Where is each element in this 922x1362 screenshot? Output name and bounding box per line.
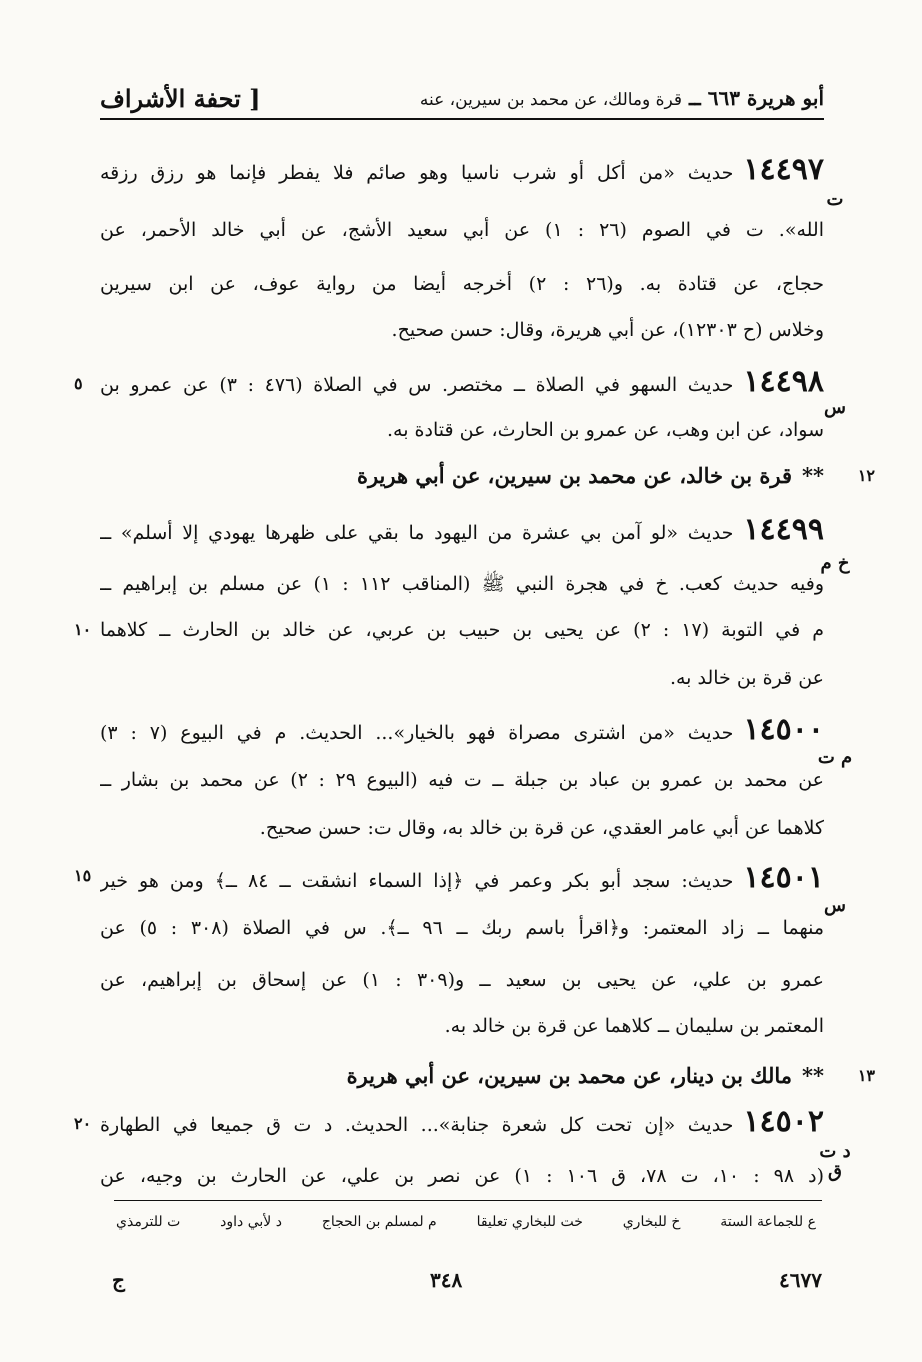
section-stars: ** — [802, 463, 824, 488]
line-number: ٢٠ — [74, 1114, 92, 1133]
page-number: ٣٤٨ — [430, 1268, 463, 1292]
entry-14497-line-1 — [100, 152, 824, 188]
entry-14499-line-3: م في التوبة (١٧ : ٢) عن يحيى بن حبيب بن عربي، عن خالد بن الحارث ــ كلاهما — [100, 619, 824, 641]
hadith-number: ١٤٥٠٢ — [743, 1104, 824, 1139]
hadith-number: ١٤٥٠٠ — [743, 712, 824, 747]
footnote-rule — [114, 1200, 822, 1201]
book-title: [ تحفة الأشراف — [100, 83, 261, 113]
abbreviation: ع للجماعة الستة — [720, 1214, 816, 1230]
abbreviation: د لأبي داود — [220, 1214, 282, 1230]
entry-14497-line-2: الله». ت في الصوم (٢٦ : ١) عن أبي سعيد الأشج، عن أبي خالد الأحمر، عن — [100, 219, 824, 241]
section-stars: ** — [802, 1063, 824, 1088]
entry-14499-line-4: عن قرة بن خالد به. — [669, 667, 824, 689]
line-number: ١٥ — [74, 866, 92, 885]
entry-14498-line-2: سواد، عن ابن وهب، عن عمرو بن الحارث، عن قتادة به. — [387, 419, 824, 441]
signature-mark: ج — [112, 1268, 125, 1292]
line-number: ١٠ — [74, 620, 92, 639]
entry-14501-line-4: المعتمر بن سليمان ــ كلاهما عن قرة بن خالد به. — [444, 1015, 824, 1037]
running-title-main: أبو هريرة ٦٦٣ ــ — [689, 86, 824, 110]
hadith-number: ١٤٥٠١ — [743, 860, 824, 895]
abbreviation: ت للترمذي — [116, 1214, 181, 1230]
section-number: ١٣ — [857, 1066, 875, 1085]
abbreviation: خ للبخاري — [622, 1214, 681, 1230]
entry-14497-line-3: حجاج، عن قتادة به. و(٢٦ : ٢) أخرجه أيضا من رواية عوف، عن ابن سيرين — [100, 273, 824, 295]
abbreviation-key — [112, 1214, 820, 1230]
entry-14500-line-3: كلاهما عن أبي عامر العقدي، عن قرة بن خالد به، وقال ت: حسن صحيح. — [259, 817, 824, 839]
entry-14500-line-2: عن محمد بن عمرو بن عباد بن جبلة ــ ت فيه (البيوع ٢٩ : ٢) عن محمد بن بشار ــ — [100, 769, 824, 791]
section-title: قرة بن خالد، عن محمد بن سيرين، عن أبي هريرة — [356, 463, 793, 488]
hadith-number: ١٤٤٩٩ — [743, 512, 824, 547]
abbreviation: م لمسلم بن الحجاج — [321, 1214, 437, 1230]
hadith-text: حديث «من أكل أو شرب ناسيا وهو صائم فلا يفطر فإنما هو رزق رزقه — [100, 162, 734, 184]
hadith-text: حديث: سجد أبو بكر وعمر في ﴿إذا السماء انشقت ــ ٨٤ ــ﴾ ومن هو خير — [100, 870, 734, 892]
entry-14499-line-1 — [100, 512, 824, 548]
entry-14502-line-1 — [100, 1104, 824, 1140]
hadith-number: ١٤٤٩٨ — [743, 364, 824, 399]
hadith-text: حديث «من اشترى مصراة فهو بالخيار»... الحديث. م في البيوع (٧ : ٣) — [100, 722, 734, 744]
sigla-marker: م ت — [817, 747, 853, 768]
entry-14501-line-2: منهما ــ زاد المعتمر: و﴿اقرأ باسم ربك ــ ٩٦ ــ﴾. س في الصلاة (٣٠٨ : ٥) عن — [100, 917, 824, 939]
running-title-sub: قرة ومالك، عن محمد بن سيرين، عنه — [419, 90, 683, 110]
hadith-text: حديث السهو في الصلاة ــ مختصر. س في الصلاة (٤٧٦ : ٣) عن عمرو بن — [100, 374, 734, 396]
section-title: مالك بن دينار، عن محمد بن سيرين، عن أبي هريرة — [346, 1063, 793, 1088]
section-heading — [100, 1058, 824, 1094]
hadith-text: حديث «لو آمن بي عشرة من اليهود ما بقي على ظهرها يهودي إلا أسلم» ــ — [100, 522, 734, 544]
sigla-marker: ت — [826, 189, 844, 210]
entry-14497-line-4: وخلاس (ح ١٢٣٠٣)، عن أبي هريرة، وقال: حسن صحيح. — [391, 319, 824, 341]
abbreviation: خت للبخاري تعليقا — [476, 1214, 583, 1230]
sigla-marker: س — [824, 895, 846, 916]
entry-14498-line-1 — [100, 364, 824, 400]
sigla-marker: خ م — [820, 553, 850, 574]
running-title — [420, 86, 824, 110]
entry-14501-line-1 — [100, 860, 824, 896]
hadith-text: حديث «إن تحت كل شعرة جنابة»... الحديث. د ت ق جميعا في الطهارة — [100, 1114, 734, 1136]
line-number: ٥ — [74, 374, 83, 393]
section-number: ١٢ — [857, 466, 875, 485]
entry-14500-line-1 — [100, 712, 824, 748]
section-heading — [100, 458, 824, 494]
entry-14502-line-2: (د ٩٨ : ١٠، ت ٧٨، ق ١٠٦ : ١) عن نصر بن علي، عن الحارث بن وجيه، عن — [100, 1165, 824, 1187]
page-header — [100, 78, 824, 120]
hadith-number: ١٤٤٩٧ — [743, 152, 824, 187]
hadith-count: ٤٦٧٧ — [779, 1268, 822, 1292]
entry-14499-line-2: وفيه حديث كعب. خ في هجرة النبي ﷺ (المناقب ١١٢ : ١) عن مسلم بن إبراهيم ــ — [100, 573, 824, 595]
sigla-marker: س — [824, 397, 846, 418]
sigla-marker: د ت ق — [819, 1141, 851, 1182]
entry-14501-line-3: عمرو بن علي، عن يحيى بن سعيد ــ و(٣٠٩ : ١) عن إسحاق بن إبراهيم، عن — [100, 969, 824, 991]
